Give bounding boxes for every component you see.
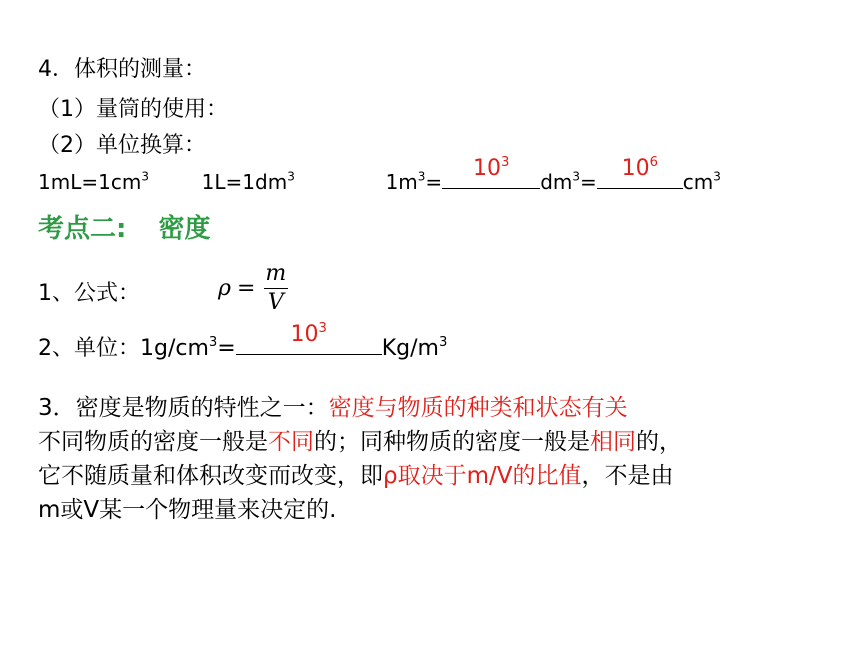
formula-label — [38, 280, 140, 308]
section4-title — [38, 56, 206, 84]
m3-equation: $1m^3=$ $10^3$ $dm^3=$ $10^6$ $cm^3$ — [385, 154, 721, 194]
property-line-2: 不同物质的密度一般是不同的；同种物质的密度一般是相同的， — [38, 429, 682, 455]
l-equation: $1L=1dm^3$ — [201, 169, 295, 194]
formula-eq: = — [236, 276, 256, 301]
property-line-4 — [38, 496, 336, 524]
rho-symbol: ρ — [218, 276, 231, 301]
answer-3: $10^3$ — [290, 320, 327, 347]
answer-2: $10^6$ — [621, 154, 658, 181]
answer-blank-3 — [236, 320, 382, 355]
unit-item: 2、单位：$1g/cm^3=$ $10^3$ $Kg/m^3$ — [38, 320, 448, 361]
sub-item-cylinder — [38, 96, 228, 124]
property-lead-highlight: 密度与物质的种类和状态有关 — [328, 395, 628, 421]
sub-item-cylinder-text: （1）量筒的使用： — [38, 97, 228, 122]
answer-blank-1 — [442, 154, 540, 189]
highlight-same: 相同 — [590, 429, 636, 455]
highlight-different: 不同 — [268, 429, 314, 455]
property-line-1 — [38, 394, 628, 422]
fraction-numerator: m — [265, 261, 287, 286]
ml-equation: $1mL=1cm^3$ — [38, 169, 149, 194]
property-line-4-text: m或V某一个物理量来决定的. — [38, 497, 337, 523]
property-lead: 3．密度是物质的特性之一： — [38, 395, 329, 421]
sub-item-conversion — [38, 132, 206, 160]
sub-item-conversion-text: （2）单位换算： — [38, 133, 206, 158]
property-line-3: 它不随质量和体积改变而改变，即ρ取决于m/V的比值，不是由 — [38, 463, 674, 489]
unit-conversion-row — [38, 154, 721, 196]
kaodian-heading — [38, 212, 211, 246]
kaodian-label: 考点二: — [38, 214, 127, 244]
fraction — [261, 262, 290, 315]
kaodian-topic: 密度 — [158, 214, 211, 244]
answer-blank-2 — [597, 154, 683, 189]
formula-label-text: 1、公式： — [38, 281, 140, 306]
fraction-denominator: V — [264, 288, 288, 315]
section4-title-text: 4．体积的测量： — [38, 57, 206, 82]
density-formula — [218, 262, 290, 315]
unit-item-label: 2、单位：1g/cm — [38, 336, 209, 361]
highlight-ratio: ρ取决于m/V的比值 — [383, 463, 582, 489]
answer-1: $10^3$ — [472, 154, 510, 181]
